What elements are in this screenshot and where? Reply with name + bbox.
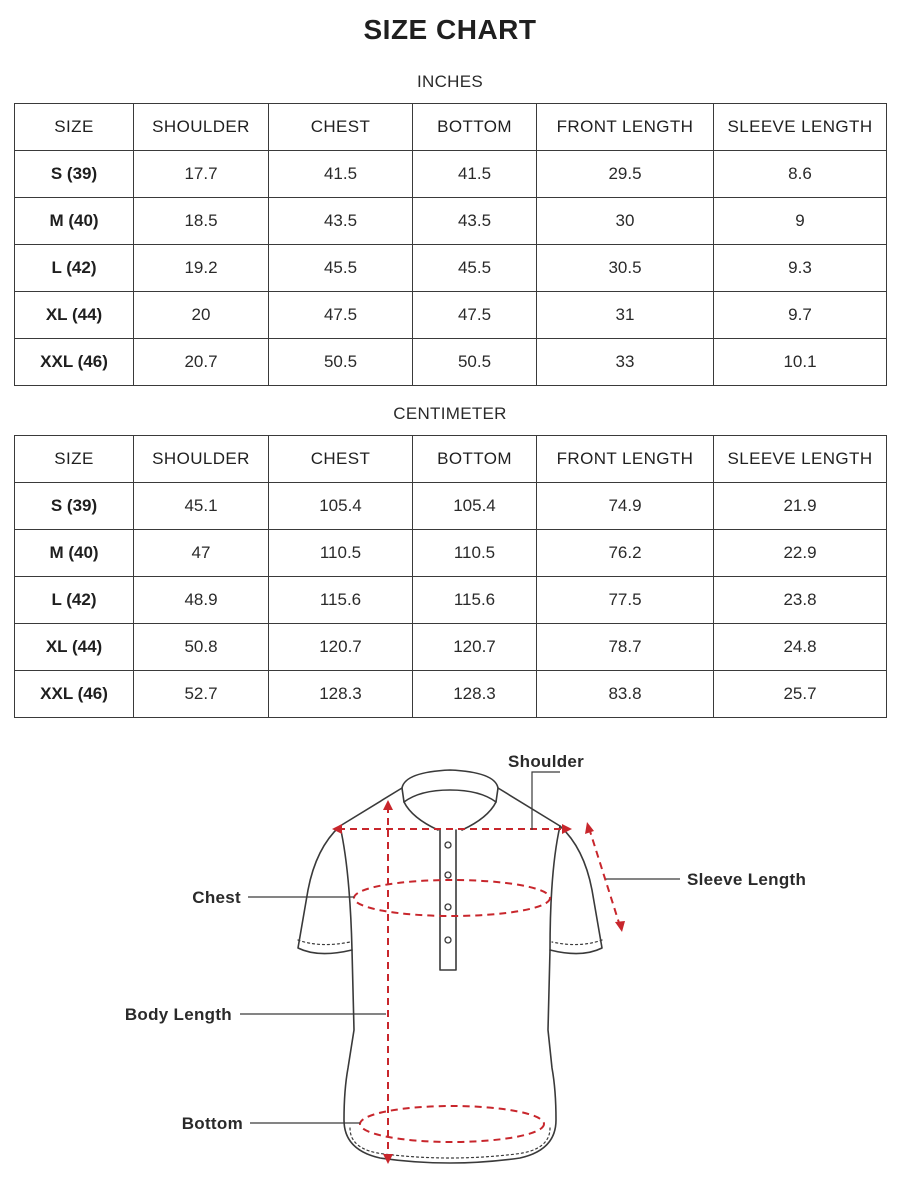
header-bottom: BOTTOM xyxy=(413,436,537,483)
table-row xyxy=(15,483,887,530)
bottom-cell: 115.6 xyxy=(413,577,537,624)
header-chest: CHEST xyxy=(269,104,413,151)
bottom-cell: 120.7 xyxy=(413,624,537,671)
placket-buttons xyxy=(445,842,451,943)
sleeve-length-cell: 24.8 xyxy=(714,624,887,671)
header-size: SIZE xyxy=(15,104,134,151)
sleeve-length-label: Sleeve Length xyxy=(687,870,807,889)
size-cell: S (39) xyxy=(15,483,134,530)
bottom-cell: 45.5 xyxy=(413,245,537,292)
front-length-cell: 30.5 xyxy=(537,245,714,292)
sleeve-length-cell: 9 xyxy=(714,198,887,245)
chest-cell: 120.7 xyxy=(269,624,413,671)
header-sleeve-length: SLEEVE LENGTH xyxy=(714,104,887,151)
sleeve-arrow-bottom-icon xyxy=(615,921,625,932)
size-cell: XXL (46) xyxy=(15,339,134,386)
centimeter-size-table xyxy=(14,435,887,718)
shoulder-cell: 18.5 xyxy=(134,198,269,245)
chest-label: Chest xyxy=(192,888,241,907)
sleeve-measure-line xyxy=(589,828,620,926)
sleeve-length-cell: 23.8 xyxy=(714,577,887,624)
chest-cell: 50.5 xyxy=(269,339,413,386)
chest-cell: 45.5 xyxy=(269,245,413,292)
sleeve-length-cell: 21.9 xyxy=(714,483,887,530)
shoulder-cell: 19.2 xyxy=(134,245,269,292)
sleeve-length-cell: 8.6 xyxy=(714,151,887,198)
bottom-label: Bottom xyxy=(181,1114,243,1133)
shoulder-leader xyxy=(532,772,560,830)
size-cell: M (40) xyxy=(15,530,134,577)
body-length-label: Body Length xyxy=(124,1005,232,1024)
bottom-cell: 110.5 xyxy=(413,530,537,577)
header-size: SIZE xyxy=(15,436,134,483)
shoulder-cell: 20 xyxy=(134,292,269,339)
table-row xyxy=(15,530,887,577)
front-length-cell: 78.7 xyxy=(537,624,714,671)
label-leader-lines xyxy=(240,772,680,1123)
front-length-cell: 29.5 xyxy=(537,151,714,198)
page-title: SIZE CHART xyxy=(363,14,537,45)
chest-cell: 43.5 xyxy=(269,198,413,245)
table-row xyxy=(15,339,887,386)
bottom-cell: 128.3 xyxy=(413,671,537,718)
sleeve-length-cell: 10.1 xyxy=(714,339,887,386)
inches-size-table xyxy=(14,103,887,386)
header-chest: CHEST xyxy=(269,436,413,483)
chest-cell: 110.5 xyxy=(269,530,413,577)
size-cell: L (42) xyxy=(15,245,134,292)
bottom-cell: 43.5 xyxy=(413,198,537,245)
header-bottom: BOTTOM xyxy=(413,104,537,151)
chest-cell: 115.6 xyxy=(269,577,413,624)
table-row xyxy=(15,151,887,198)
size-cell: XXL (46) xyxy=(15,671,134,718)
header-front-length: FRONT LENGTH xyxy=(537,436,714,483)
shoulder-cell: 17.7 xyxy=(134,151,269,198)
header-shoulder: SHOULDER xyxy=(134,436,269,483)
shoulder-label: Shoulder xyxy=(508,752,585,771)
size-cell: XL (44) xyxy=(15,624,134,671)
shirt-measurement-diagram xyxy=(0,740,900,1200)
shoulder-cell: 20.7 xyxy=(134,339,269,386)
centimeter-section-label: CENTIMETER xyxy=(393,404,507,423)
size-cell: M (40) xyxy=(15,198,134,245)
sleeve-length-cell: 25.7 xyxy=(714,671,887,718)
header-shoulder: SHOULDER xyxy=(134,104,269,151)
chest-cell: 128.3 xyxy=(269,671,413,718)
front-length-cell: 31 xyxy=(537,292,714,339)
shoulder-cell: 45.1 xyxy=(134,483,269,530)
bottom-cell: 47.5 xyxy=(413,292,537,339)
front-length-cell: 74.9 xyxy=(537,483,714,530)
sleeve-length-cell: 22.9 xyxy=(714,530,887,577)
size-cell: L (42) xyxy=(15,577,134,624)
chest-cell: 41.5 xyxy=(269,151,413,198)
chest-cell: 105.4 xyxy=(269,483,413,530)
button-icon xyxy=(445,872,451,878)
table-row xyxy=(15,577,887,624)
header-front-length: FRONT LENGTH xyxy=(537,104,714,151)
front-length-cell: 76.2 xyxy=(537,530,714,577)
button-icon xyxy=(445,904,451,910)
shoulder-cell: 47 xyxy=(134,530,269,577)
button-icon xyxy=(445,937,451,943)
table-row xyxy=(15,245,887,292)
button-icon xyxy=(445,842,451,848)
chest-cell: 47.5 xyxy=(269,292,413,339)
bottom-cell: 41.5 xyxy=(413,151,537,198)
sleeve-length-cell: 9.7 xyxy=(714,292,887,339)
shoulder-cell: 50.8 xyxy=(134,624,269,671)
table-row xyxy=(15,292,887,339)
table-row xyxy=(15,624,887,671)
front-length-cell: 83.8 xyxy=(537,671,714,718)
header-sleeve-length: SLEEVE LENGTH xyxy=(714,436,887,483)
size-cell: XL (44) xyxy=(15,292,134,339)
table-row xyxy=(15,671,887,718)
table-header-row xyxy=(15,104,887,151)
front-length-cell: 33 xyxy=(537,339,714,386)
body-length-arrow-top-icon xyxy=(383,800,393,810)
shoulder-cell: 52.7 xyxy=(134,671,269,718)
table-row xyxy=(15,198,887,245)
size-cell: S (39) xyxy=(15,151,134,198)
inches-section-label: INCHES xyxy=(416,72,484,91)
front-length-cell: 30 xyxy=(537,198,714,245)
chest-measure-ellipse xyxy=(354,880,550,916)
shoulder-cell: 48.9 xyxy=(134,577,269,624)
sleeve-arrow-top-icon xyxy=(585,822,594,834)
bottom-cell: 105.4 xyxy=(413,483,537,530)
front-length-cell: 77.5 xyxy=(537,577,714,624)
bottom-cell: 50.5 xyxy=(413,339,537,386)
sleeve-length-cell: 9.3 xyxy=(714,245,887,292)
table-header-row xyxy=(15,436,887,483)
